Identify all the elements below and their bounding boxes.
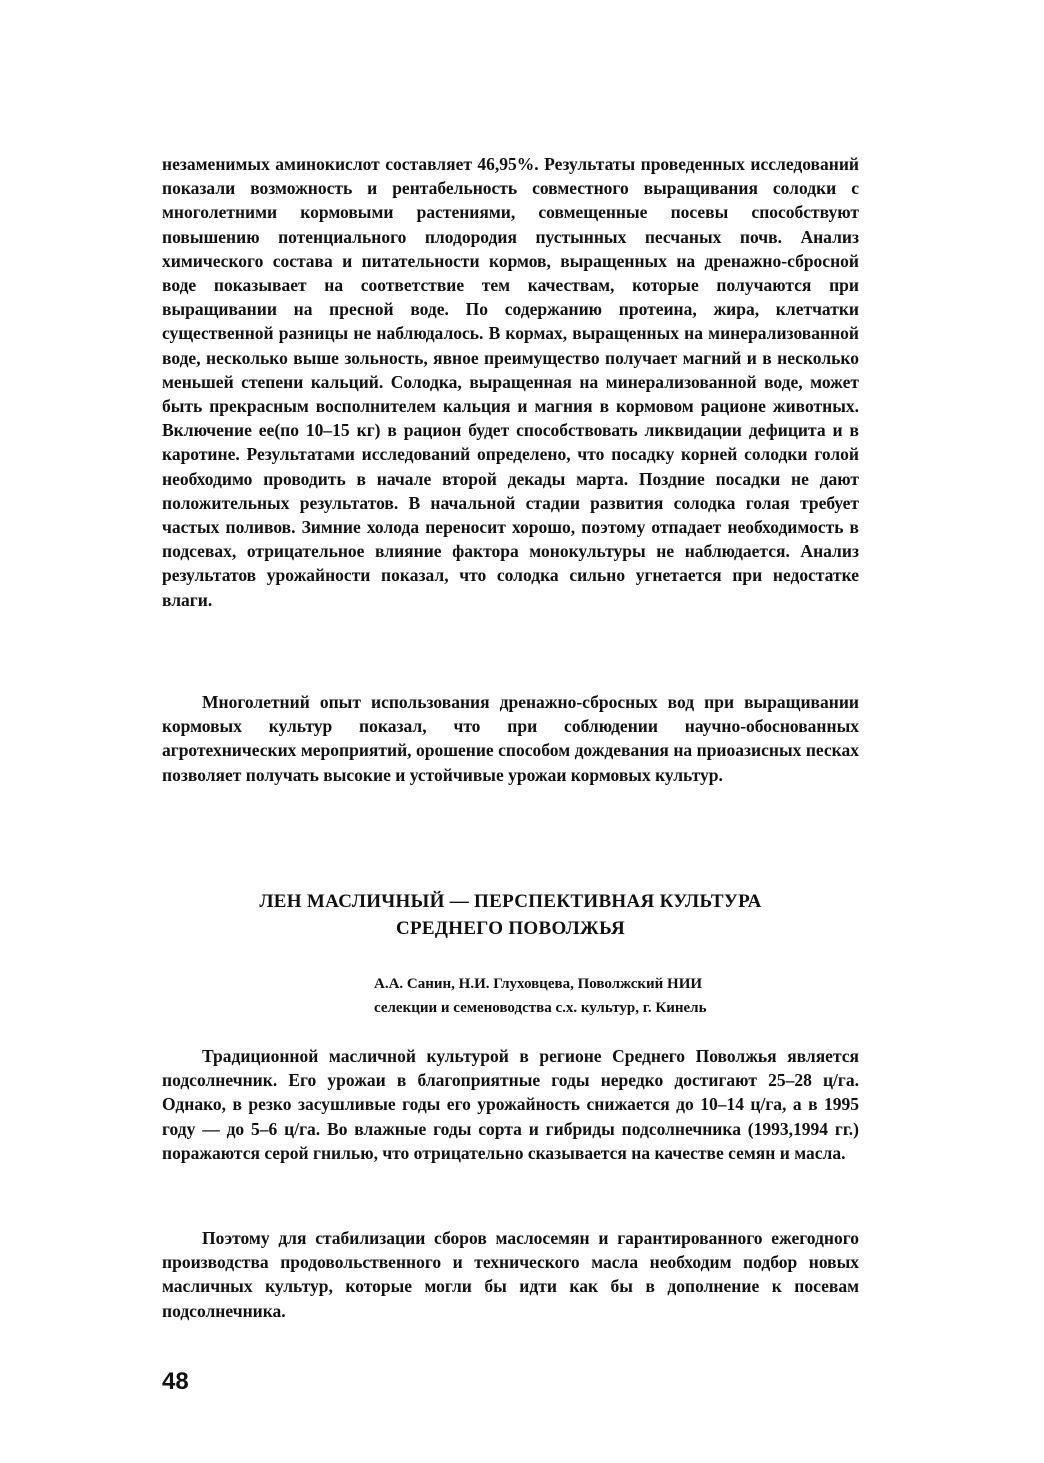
paragraph-new-crops: Поэтому для стабилизации сборов маслосемян и гарантированного ежегодного производства продовольственного и технического масла необходим подбор новых масличных культур, которые могли бы идти как бы в дополнение к посевам подсолнечника. [162, 1228, 859, 1321]
article-title-line-1: ЛЕН МАСЛИЧНЫЙ — ПЕРСПЕКТИВНАЯ КУЛЬТУРА [259, 891, 762, 912]
article-authors [374, 972, 844, 1020]
paragraph-sunflower: Традиционной масличной культурой в регионе Среднего Поволжья является подсолнечник. Его урожаи в благоприятные годы нередко достигают 25–28 ц/га. Однако, в резко засушливые годы его урожайность снижается до 10–14 ц/га, а в 1995 году — до 5–6 ц/га. Во влажные годы сорта и гибриды подсолнечника (1993,1994 гг.) поражаются серой гнилью, что отрицательно сказывается на качестве семян и масла. [162, 1046, 859, 1163]
authors-line-1: А.А. Санин, Н.И. Глуховцева, Поволжский НИИ [374, 976, 703, 992]
page-number: 48 [162, 1368, 189, 1395]
authors-line-2: селекции и семеноводства с.х. культур, г. Кинель [374, 1000, 707, 1016]
article-title-line-2: СРЕДНЕГО ПОВОЛЖЬЯ [395, 918, 626, 939]
article-title [162, 888, 859, 942]
paragraph-aminoacids-results: незаменимых аминокислот составляет 46,95%. Результаты проведенных исследований показали возможность и рентабельность совместного выращивания солодки с многолетними кормовыми растениями, совмещенные посевы способствуют повышению потенциального плодородия пустынных песчаных почв. Анализ химического состава и питательности кормов, выращенных на дренажно-сбросной воде показывает на соответствие тем качествам, которые получаются при выращивании на пресной воде. По содержанию протеина, жира, клетчатки существенной разницы не наблюдалось. В кормах, выращенных на минерализованной воде, несколько выше зольность, явное преимущество получает магний и в несколько меньшей степени кальций. Солодка, выращенная на минерализованной воде, может быть прекрасным восполнителем кальция и магния в кормовом рационе животных. Включение ее(по 10–15 кг) в рацион будет способствовать ликвидации дефицита и в каротине. Результатами исследований определено, что посадку корней солодки голой необходимо проводить в начале второй декады марта. Поздние посадки не дают положительных результатов. В начальной стадии развития солодка голая требует частых поливов. Зимние холода переносит хорошо, поэтому отпадает необходимость в подсевах, отрицательное влияние фактора монокультуры не наблюдается. Анализ результатов урожайности показал, что солодка сильно угнетается при недостатке влаги. [162, 154, 859, 610]
paragraph-conclusion: Многолетний опыт использования дренажно-сбросных вод при выращивании кормовых культур показал, что при соблюдении научно-обоснованных агротехнических мероприятий, орошение способом дождевания на приоазисных песках позволяет получать высокие и устойчивые урожаи кормовых культур. [162, 692, 859, 785]
